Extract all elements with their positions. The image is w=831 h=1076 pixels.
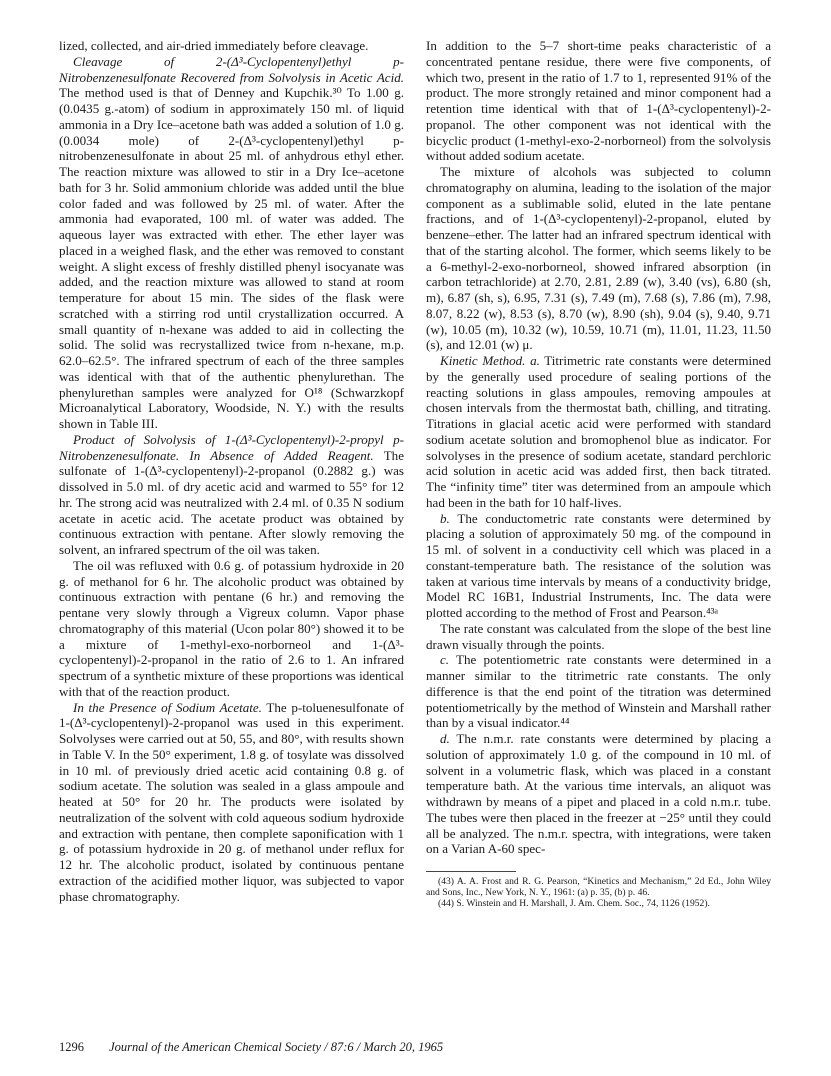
paragraph [59, 54, 404, 432]
left-column [59, 38, 404, 904]
section-heading: Product of Solvolysis of 1-(Δ³-Cyclopentenyl)-2-propyl p-Nitrobenzenesulfonate. In Absence of Added Reagent. [59, 431, 404, 463]
paragraph [59, 432, 404, 558]
paragraph-body: The n.m.r. rate constants were determined by placing a solution of approximately 1.0 g. of the compound in 10 ml. of solvent in a volumetric flask, which was placed in a constant temperature bath. At the various time intervals, an aliquot was withdrawn by means of a pipet and placed in a cold n.m.r. tube. The tubes were then placed in the freezer at −25° until they could all be analyzed. The n.m.r. spectra, with integrations, were taken on a Varian A-60 spec- [426, 731, 771, 857]
running-footer [59, 1040, 443, 1055]
section-heading: d. [440, 731, 450, 746]
section-heading: b. [440, 510, 450, 526]
paragraph-body: The potentiometric rate constants were determined in a manner similar to the titrimetric rate constants. The only difference is that the end point of the titration was determined potentiometrically by the method of Winstein and Marshall rather than by a visual indicator.⁴⁴ [426, 652, 771, 731]
paragraph-body: The method used is that of Denney and Kupchik.³⁰ To 1.00 g. (0.0435 g.-atom) of sodium in approximately 150 ml. of liquid ammonia in a Dry Ice–acetone bath was added a solution of 1.0 g. (0.0034 mole) of 2-(Δ³-cyclopentenyl)ethyl p-nitrobenzenesulfonate in about 25 ml. of anhydrous ethyl ether. The reaction mixture was allowed to stir in a Dry Ice–acetone bath for 3 hr. Solid ammonium chloride was added until the blue color faded and was followed by 25 ml. of water. After the ammonia had evaporated, 100 ml. of water was added. The aqueous layer was extracted with ether. The ether layer was placed in a weighed flask, and the ether was removed to constant weight. A slight excess of freshly distilled phenyl isocyanate was added, and the reaction mixture was allowed to stand at room temperature for about 15 min. The sides of the flask were scratched with a stirring rod until crystallization occurred. A small quantity of n-hexane was added to aid in collecting the solid. The solid was recrystallized twice from n-hexane, m.p. 62.0–62.5°. The infrared spectrum of each of the three samples was identical with that of the authentic phenylurethan. The phenylurethan samples were analyzed for O¹⁸ (Schwarzkopf Microanalytical Laboratory, Woodside, N. Y.) with the results shown in Table III. [59, 85, 404, 431]
section-heading: Kinetic Method. a. [440, 353, 540, 368]
footnote-44: (44) S. Winstein and H. Marshall, J. Am. Chem. Soc., 74, 1126 (1952). [438, 898, 710, 910]
footnote-43: (43) A. A. Frost and R. G. Pearson, “Kinetics and Mechanism,” 2d Ed., John Wiley and Sons, Inc., New York, N. Y., 1961: (a) p. 35, (b) p. 46. [426, 876, 771, 899]
section-heading: c. [440, 652, 450, 668]
paragraph [426, 652, 771, 731]
paragraph-body: Titrimetric rate constants were determined by the generally used procedure of sealing portions of the reacting solutions in glass ampoules, removing ampoules at chosen intervals from the thermostat bath, chilling, and titrating. Titrations in glacial acetic acid were performed with standard sodium acetate solution and bromophenol blue as indicator. For solvolyses in the presence of sodium acetate, standard perchloric acid solution in acetic acid was added first, then back titrated. The “infinity time” titer was determined from an ampoule which had been in the bath for 10 half-lives. [426, 353, 771, 510]
paragraph [426, 511, 771, 621]
paragraph: The rate constant was calculated from the slope of the best line drawn visually through the points. [426, 620, 771, 652]
paragraph: In addition to the 5–7 short-time peaks characteristic of a concentrated pentane residue, there were five components, of which two, present in the ratio of 1.7 to 1, represented 91% of the product. The more strongly retained and minor component had a retention time identical with that of 1-(Δ³-cyclopentenyl)-2-propanol. The other component was not identical with the bicyclic product (1-methyl-exo-2-norborneol) from the solvolysis without added sodium acetate. [426, 38, 771, 164]
page-number: 1296 [59, 1040, 84, 1054]
paragraph [426, 731, 771, 857]
section-heading: Cleavage of 2-(Δ³-Cyclopentenyl)ethyl p-Nitrobenzenesulfonate Recovered from Solvolysis in Acetic Acid. [59, 53, 404, 85]
paragraph: lized, collected, and air-dried immediately before cleavage. [59, 38, 369, 53]
paragraph-body: The conductometric rate constants were determined by placing a solution of approximately 50 mg. of the compound in 15 ml. of solvent in a conductivity cell which was placed in a constant-temperature bath. The resistance of the solution was taken at various time intervals by means of a conductivity bridge, Model RC 16B1, Industrial Instruments, Inc. The data were plotted according to the method of Frost and Pearson.⁴³ᵃ [426, 510, 771, 620]
paragraph-body: The p-toluenesulfonate of 1-(Δ³-cyclopentenyl)-2-propanol was used in this experiment. Solvolyses were carried out at 50, 55, and 80°, with results shown in Table V. In the 50° experiment, 1.8 g. of tosylate was dissolved in 10 ml. of previously dried acetic acid containing 0.8 g. of sodium acetate. The solution was sealed in a glass ampoule and heated at 50° for 20 hr. The products were isolated by neutralization of the solvent with cold aqueous sodium hydroxide and extraction with pentane, then complete saponification with 1 g. of potassium hydroxide in 20 g. of methanol under reflux for 12 hr. The alcoholic product, isolated by continuous pentane extraction of the acidified mother liquor, was subjected to vapor phase chromatography. [59, 699, 405, 904]
journal-citation: Journal of the American Chemical Society / 87:6 / March 20, 1965 [109, 1040, 444, 1054]
paragraph [426, 353, 771, 511]
footnote-divider [426, 871, 516, 872]
section-heading: In the Presence of Sodium Acetate. [73, 699, 262, 715]
paragraph: The mixture of alcohols was subjected to column chromatography on alumina, leading to the isolation of the major component as a sublimable solid, eluted in the late pentane fractions, and of 1-(Δ³-cyclopentenyl)-2-propanol, eluted by benzene–ether. The latter had an infrared spectrum identical with that of the starting alcohol. The former, which seems likely to be a 6-methyl-2-exo-norborneol, showed infrared absorption (in carbon tetrachloride) at 2.70, 2.81, 2.89 (w), 3.40 (vs), 6.80 (sh, m), 6.87 (sh, s), 6.95, 7.31 (s), 7.49 (m), 7.68 (s), 7.86 (m), 7.98, 8.07, 8.22 (w), 8.53 (s), 8.70 (w), 8.90 (sh), 9.04 (s), 9.40, 9.71 (w), 10.05 (m), 10.32 (w), 10.59, 10.71 (m), 11.01, 11.23, 11.50 (s), and 12.01 (w) μ. [426, 164, 771, 353]
right-column [426, 38, 771, 910]
paragraph [59, 700, 404, 905]
paragraph: The oil was refluxed with 0.6 g. of potassium hydroxide in 20 g. of methanol for 6 hr. The alcoholic product was obtained by continuous extraction with pentane (6 hr.) and removing the pentane very slowly through a Vigreux column. Vapor phase chromatography of this material (Ucon polar 80°) showed it to be a mixture of 1-methyl-exo-norborneol and 1-(Δ³-cyclopentenyl)-2-propanol in the ratio of 2.6 to 1. An infrared spectrum of a synthetic mixture of these proportions was identical with that of the reaction product. [59, 557, 404, 699]
paragraph-body: The sulfonate of 1-(Δ³-cyclopentenyl)-2-propanol (0.2882 g.) was dissolved in 5.0 ml. of dry acetic acid and warmed to 55° for 12 hr. The strong acid was neutralized with 2.4 ml. of 0.35 N sodium acetate in acetic acid. The acetate product was obtained by continuous extraction with pentane. After slowly removing the solvent, an infrared spectrum of the oil was taken. [59, 447, 404, 557]
footnotes [426, 876, 771, 910]
